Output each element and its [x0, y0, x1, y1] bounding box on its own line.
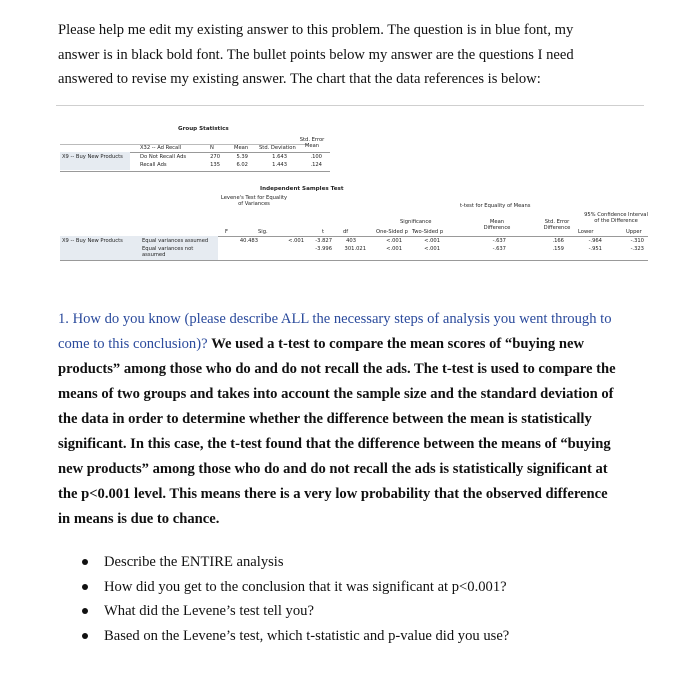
- ind-row-2-t: -3.996: [315, 246, 332, 252]
- bullet-text: What did the Levene’s test tell you?: [104, 603, 314, 620]
- levene-header: Levene's Test for Equality of Variances: [220, 195, 288, 207]
- question-text: 1. How do you know (please describe ALL the necessary steps of analysis you went through to come to this conclusion)?: [58, 311, 612, 352]
- group-stats-title: Group Statistics: [178, 126, 229, 132]
- group-row-2-mean: 6.02: [236, 162, 248, 168]
- ind-row-2-one: <.001: [386, 246, 402, 252]
- group-row-1-sd: 1.643: [272, 154, 287, 160]
- answer-text: We used a t-test to compare the mean scores of “buying new products” among those who do and do not recall the ads. The t-test is used to compare the means of two groups and takes into account the sample size and the standard deviation of the data in order to determine whether the difference between the mean is statistically significant. In this case, the t-test found that the difference between the means of “buying new products” among those who do and do not recall the ads is statistically significant at the p<0.001 level. This means there is a very low probability that the observed difference in means is due to chance.: [58, 336, 616, 527]
- col-lower: Lower: [578, 229, 594, 235]
- ind-row-label: X9 -- Buy New Products: [62, 238, 123, 244]
- bullet-text: Describe the ENTIRE analysis: [104, 554, 284, 570]
- group-row-2-n: 135: [210, 162, 220, 168]
- ind-row-1-sig: <.001: [288, 238, 304, 244]
- bullet-icon: [82, 633, 88, 639]
- ind-test-bottom-rule: [60, 260, 648, 261]
- group-row-2-sd: 1.443: [272, 162, 287, 168]
- group-stats-bottom-rule: [60, 171, 330, 172]
- col-ad-recall: X32 -- Ad Recall: [140, 145, 182, 151]
- question-answer-paragraph: [58, 307, 618, 532]
- col-sig: Sig.: [258, 229, 268, 235]
- intro-paragraph: Please help me edit my existing answer to this problem. The question is in blue font, my answer is in black bold font. The bullet points below my answer are the questions I need answered to revise my existing answer. The chart that the data references is below:: [58, 22, 574, 88]
- col-mean-diff: Mean Difference: [483, 219, 511, 231]
- ind-test-title: Independent Samples Test: [260, 186, 344, 192]
- col-n: N: [210, 145, 214, 151]
- group-row-1-mean: 5.39: [236, 154, 248, 160]
- col-se-diff: Std. Error Difference: [543, 219, 571, 231]
- ind-row-1-df: 403: [346, 238, 356, 244]
- col-std-dev: Std. Deviation: [259, 145, 296, 151]
- bullet-icon: [82, 584, 88, 590]
- ind-row-1-one: <.001: [386, 238, 402, 244]
- list-item: [82, 599, 642, 624]
- ind-row-1-t: -3.827: [315, 238, 332, 244]
- group-row-1-n: 270: [210, 154, 220, 160]
- ci-header: 95% Confidence Interval of the Difference: [584, 212, 648, 224]
- col-f: F: [225, 229, 228, 235]
- ind-row-1-sed: .166: [552, 238, 564, 244]
- list-item: [82, 575, 642, 600]
- ind-row-1-md: -.637: [492, 238, 506, 244]
- bullet-text: Based on the Levene’s test, which t-statistic and p-value did you use?: [104, 627, 510, 644]
- col-std-err-mean: Std. Error Mean: [299, 137, 325, 149]
- group-row-2-se: .124: [310, 162, 322, 168]
- ind-row-1-two: <.001: [424, 238, 440, 244]
- bullet-text: How did you get to the conclusion that it was significant at p<0.001?: [104, 578, 507, 595]
- ind-row-2-sed: .159: [552, 246, 564, 252]
- spss-output: [60, 118, 650, 278]
- col-df: df: [343, 229, 349, 235]
- col-t: t: [322, 229, 325, 235]
- group-stats-row-label: X9 -- Buy New Products: [62, 154, 123, 160]
- ind-row-2-label: Equal variances not assumed: [142, 246, 194, 258]
- ind-row-1-upper: -.310: [630, 238, 644, 244]
- ind-row-1-lower: -.964: [588, 238, 602, 244]
- revision-questions-list: [82, 550, 642, 648]
- ttest-header: t-test for Equality of Means: [460, 203, 531, 209]
- ind-row-2-md: -.637: [492, 246, 506, 252]
- ind-row-2-lower: -.951: [588, 246, 602, 252]
- ind-row-2-df: 301.021: [344, 246, 366, 252]
- significance-header: Significance: [400, 219, 432, 225]
- col-one-sided: One-Sided p: [376, 229, 408, 235]
- col-two-sided: Two-Sided p: [412, 229, 444, 235]
- bullet-icon: [82, 608, 88, 614]
- bullet-icon: [82, 559, 88, 565]
- group-row-1-label: Do Not Recall Ads: [140, 154, 187, 160]
- group-row-2-label: Recall Ads: [140, 162, 167, 168]
- list-item: [82, 624, 642, 649]
- group-row-1-se: .100: [310, 154, 322, 160]
- divider: [56, 105, 644, 106]
- ind-row-2-upper: -.323: [630, 246, 644, 252]
- ind-row-1-f: 40.483: [239, 238, 258, 244]
- ind-row-1-label: Equal variances assumed: [142, 238, 209, 244]
- ind-row-2-two: <.001: [424, 246, 440, 252]
- col-mean: Mean: [234, 145, 249, 151]
- list-item: [82, 550, 642, 575]
- col-upper: Upper: [626, 229, 642, 235]
